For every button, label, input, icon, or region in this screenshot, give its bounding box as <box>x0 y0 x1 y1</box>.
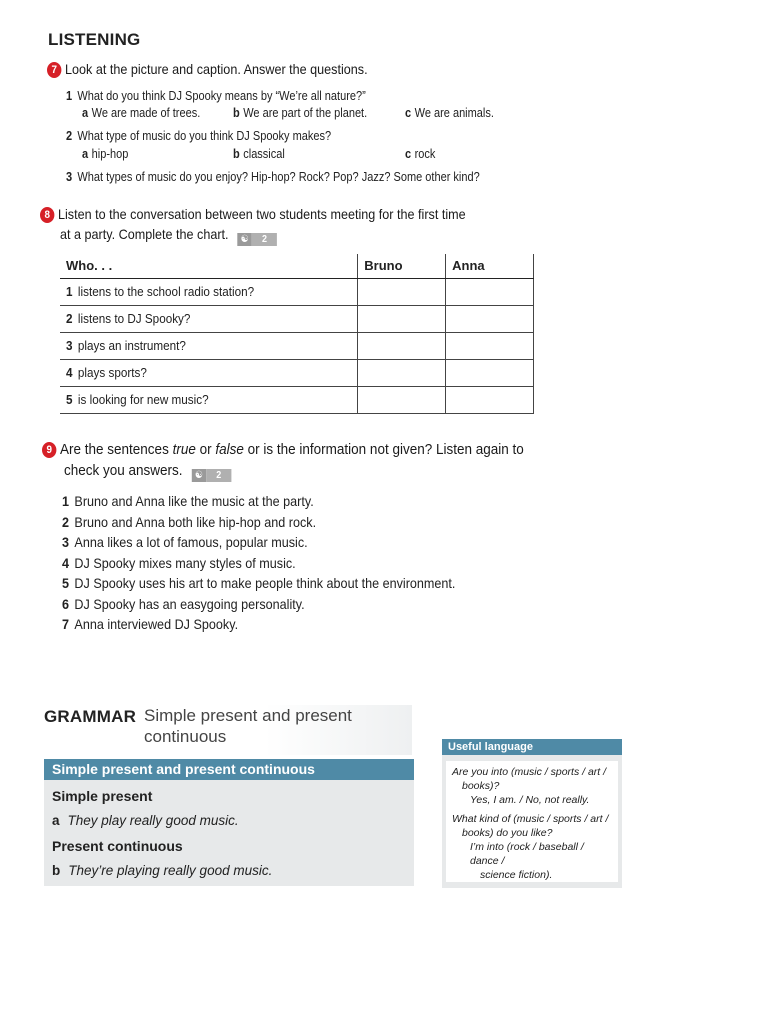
example-b: b They’re playing really good music. <box>52 863 273 878</box>
option-7-2-a: a hip-hop <box>82 147 129 161</box>
grammar-box-bar: Simple present and present continuous <box>44 759 414 780</box>
useful-line: books)? <box>462 780 500 792</box>
useful-line: Are you into (music / sports / art / <box>452 766 607 778</box>
answer-cell-anna[interactable] <box>446 278 534 305</box>
list-item: 7 Anna interviewed DJ Spooky. <box>62 616 239 632</box>
useful-language-title: Useful language <box>442 739 622 755</box>
exercise-9-instruction-line2: check you answers. ☯ 2 <box>64 462 231 479</box>
answer-cell-bruno[interactable] <box>358 359 446 386</box>
useful-language-box <box>442 739 622 888</box>
list-item: 5 DJ Spooky uses his art to make people think about the environment. <box>62 575 456 591</box>
useful-line: books) do you like? <box>462 827 553 839</box>
simple-present-label: Simple present <box>52 788 153 804</box>
audio-track-8[interactable]: ☯ 2 <box>237 229 277 242</box>
list-item: 1 Bruno and Anna like the music at the party. <box>62 493 314 509</box>
table-row: 4 plays sports? <box>60 359 534 386</box>
exercise-8-instruction-line1: 8 Listen to the conversation between two students meeting for the first time <box>40 206 466 223</box>
answer-cell-anna[interactable] <box>446 359 534 386</box>
list-item: 4 DJ Spooky mixes many styles of music. <box>62 554 296 571</box>
answer-cell-anna[interactable] <box>446 305 534 332</box>
option-7-1-c: c We are animals. <box>405 106 494 120</box>
answer-cell-bruno[interactable] <box>358 332 446 359</box>
exercise-7-number: 7 <box>47 62 61 78</box>
exercise-7-instruction: 7 Look at the picture and caption. Answer the questions. <box>47 61 368 78</box>
completion-chart <box>60 254 534 414</box>
answer-cell-anna[interactable] <box>446 332 534 359</box>
table-row: 1 listens to the school radio station? <box>60 278 534 305</box>
example-a: a They play really good music. <box>52 813 239 828</box>
question-7-1: 1 What do you think DJ Spooky means by “We’re all nature?” <box>66 89 366 103</box>
table-row: 2 listens to DJ Spooky? <box>60 305 534 332</box>
chart-header-bruno: Bruno <box>358 254 446 278</box>
list-item: 2 Bruno and Anna both like hip-hop and rock. <box>62 513 317 530</box>
useful-line: science fiction). <box>480 869 553 881</box>
grammar-title-line1: Simple present and present <box>144 706 352 725</box>
list-item: 6 DJ Spooky has an easygoing personality. <box>62 595 305 612</box>
useful-line: I’m into (rock / baseball / dance / <box>470 841 584 867</box>
answer-cell-bruno[interactable] <box>358 305 446 332</box>
section-heading-listening: LISTENING <box>48 30 141 49</box>
grammar-header <box>44 705 412 755</box>
list-item: 3 Anna likes a lot of famous, popular music. <box>62 534 308 550</box>
exercise-9-list <box>62 491 499 635</box>
table-row: 3 plays an instrument? <box>60 332 534 359</box>
exercise-8-number: 8 <box>40 207 54 223</box>
answer-cell-anna[interactable] <box>446 386 534 413</box>
exercise-8-instruction-line2: at a party. Complete the chart. ☯ 2 <box>60 226 277 242</box>
grammar-box <box>44 759 414 886</box>
question-7-3: 3 What types of music do you enjoy? Hip-hop? Rock? Pop? Jazz? Some other kind? <box>66 170 480 184</box>
exercise-9-instruction-line1: 9 Are the sentences true or false or is the information not given? Listen again to <box>42 441 524 458</box>
exercise-9-number: 9 <box>42 442 56 458</box>
answer-cell-bruno[interactable] <box>358 386 446 413</box>
grammar-title-line2: continuous <box>144 727 227 746</box>
useful-line: Yes, I am. / No, not really. <box>470 794 590 806</box>
option-7-1-b: b We are part of the planet. <box>233 106 368 120</box>
headphones-icon: ☯ <box>237 233 251 246</box>
option-7-2-c: c rock <box>405 147 436 161</box>
audio-track-9[interactable]: ☯ 2 <box>192 465 232 478</box>
option-7-2-b: b classical <box>233 147 285 161</box>
chart-header-who: Who. . . <box>60 254 358 278</box>
headphones-icon: ☯ <box>192 469 206 482</box>
option-7-1-a: a We are made of trees. <box>82 106 201 120</box>
chart-header-anna: Anna <box>446 254 534 278</box>
useful-line: What kind of (music / sports / art / <box>452 813 609 825</box>
table-row: 5 is looking for new music? <box>60 386 534 413</box>
answer-cell-bruno[interactable] <box>358 278 446 305</box>
present-continuous-label: Present continuous <box>52 838 183 854</box>
question-7-2: 2 What type of music do you think DJ Spooky makes? <box>66 129 332 143</box>
grammar-label: GRAMMAR <box>44 707 137 726</box>
